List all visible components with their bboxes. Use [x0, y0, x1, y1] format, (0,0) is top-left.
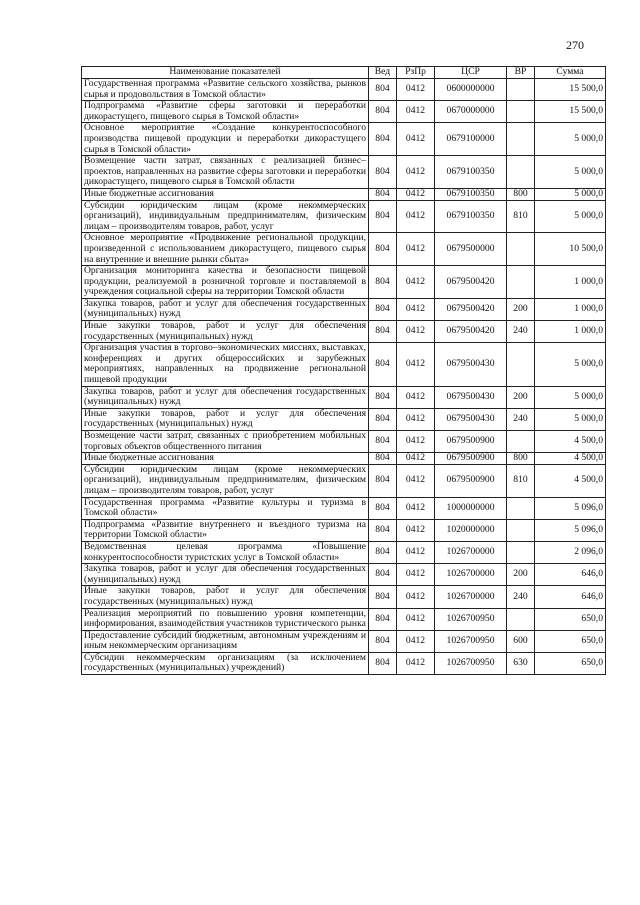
- table-header: [82, 67, 606, 79]
- row-csr-cell: 0679500000: [435, 233, 507, 266]
- row-ved-cell: 804: [369, 233, 397, 266]
- row-vr-cell: [507, 266, 535, 299]
- header-ved: Вед: [369, 67, 397, 79]
- row-name-cell: Закупка товаров, работ и услуг для обеспечения государственных (муниципальных) нужд: [82, 298, 369, 320]
- table-row: [82, 321, 606, 343]
- table-row: [82, 123, 606, 156]
- row-rzpr-cell: 0412: [397, 608, 435, 630]
- row-rzpr-cell: 0412: [397, 652, 435, 674]
- row-sum-cell: 5 000,0: [535, 123, 606, 156]
- row-ved-cell: 804: [369, 298, 397, 320]
- table-row: [82, 453, 606, 465]
- row-sum-cell: 650,0: [535, 608, 606, 630]
- row-vr-cell: [507, 156, 535, 189]
- row-vr-cell: 630: [507, 652, 535, 674]
- table-row: [82, 630, 606, 652]
- row-ved-cell: 804: [369, 79, 397, 101]
- row-csr-cell: 0679100350: [435, 200, 507, 233]
- row-name-cell: Подпрограмма «Развитие внутреннего и въездного туризма на территории Томской области»: [82, 519, 369, 541]
- row-csr-cell: 0679500900: [435, 453, 507, 465]
- row-rzpr-cell: 0412: [397, 266, 435, 299]
- row-csr-cell: 0600000000: [435, 79, 507, 101]
- row-vr-cell: [507, 519, 535, 541]
- row-ved-cell: 804: [369, 652, 397, 674]
- row-sum-cell: 15 500,0: [535, 79, 606, 101]
- row-name-cell: Организация участия в торгово–экономических миссиях, выставках, конференциях и других общероссийских и зарубежных мероприятиях, направленных на продвижение региональной пищевой продукции: [82, 343, 369, 386]
- header-row: [82, 67, 606, 79]
- row-ved-cell: 804: [369, 188, 397, 200]
- row-vr-cell: 240: [507, 586, 535, 608]
- row-name-cell: Реализация мероприятий по повышению уровня компетенции, информирования, взаимодействия участников туристического рынка: [82, 608, 369, 630]
- header-vr: ВР: [507, 67, 535, 79]
- row-rzpr-cell: 0412: [397, 79, 435, 101]
- table-row: [82, 188, 606, 200]
- row-name-cell: Предоставление субсидий бюджетным, автономным учреждениям и иным некоммерческим организациям: [82, 630, 369, 652]
- row-name-cell: Возмещение части затрат, связанных с реализацией бизнес–проектов, направленных на развитие сферы заготовки и переработки дикорастущего, пищевого сырья в Томской области: [82, 156, 369, 189]
- row-name-cell: Ведомственная целевая программа «Повышение конкурентоспособности туристских услуг в Томской области»: [82, 541, 369, 563]
- row-rzpr-cell: 0412: [397, 586, 435, 608]
- row-csr-cell: 0670000000: [435, 101, 507, 123]
- row-rzpr-cell: 0412: [397, 156, 435, 189]
- row-sum-cell: 15 500,0: [535, 101, 606, 123]
- row-rzpr-cell: 0412: [397, 298, 435, 320]
- row-vr-cell: [507, 541, 535, 563]
- row-name-cell: Субсидии некоммерческим организациям (за исключением государственных (муниципальных) учреждений): [82, 652, 369, 674]
- table-row: [82, 266, 606, 299]
- row-ved-cell: 804: [369, 453, 397, 465]
- row-vr-cell: 200: [507, 298, 535, 320]
- row-sum-cell: 646,0: [535, 564, 606, 586]
- table-row: [82, 343, 606, 386]
- row-ved-cell: 804: [369, 464, 397, 497]
- row-csr-cell: 1000000000: [435, 497, 507, 519]
- row-ved-cell: 804: [369, 321, 397, 343]
- row-csr-cell: 0679500420: [435, 321, 507, 343]
- row-csr-cell: 1026700950: [435, 652, 507, 674]
- row-name-cell: Иные бюджетные ассигнования: [82, 453, 369, 465]
- row-name-cell: Государственная программа «Развитие культуры и туризма в Томской области»: [82, 497, 369, 519]
- row-sum-cell: 1 000,0: [535, 321, 606, 343]
- row-rzpr-cell: 0412: [397, 541, 435, 563]
- row-ved-cell: 804: [369, 408, 397, 430]
- row-name-cell: Основное мероприятие «Продвижение региональной продукции, произведенной с использованием дикорастущего, пищевого сырья на внутренние и внешние рынки сбыта»: [82, 233, 369, 266]
- row-csr-cell: 1026700950: [435, 608, 507, 630]
- row-sum-cell: 4 500,0: [535, 453, 606, 465]
- header-name: Наименование показателей: [82, 67, 369, 79]
- row-sum-cell: 650,0: [535, 630, 606, 652]
- table-row: [82, 431, 606, 453]
- row-sum-cell: 5 000,0: [535, 343, 606, 386]
- row-name-cell: Подпрограмма «Развитие сферы заготовки и переработки дикорастущего, пищевого сырья в Томской области»: [82, 101, 369, 123]
- page-number: 270: [566, 38, 584, 52]
- row-sum-cell: 4 500,0: [535, 464, 606, 497]
- row-csr-cell: 0679500430: [435, 386, 507, 408]
- table-row: [82, 541, 606, 563]
- row-name-cell: Иные закупки товаров, работ и услуг для обеспечения государственных (муниципальных) нужд: [82, 586, 369, 608]
- row-name-cell: Иные закупки товаров, работ и услуг для обеспечения государственных (муниципальных) нужд: [82, 321, 369, 343]
- row-rzpr-cell: 0412: [397, 343, 435, 386]
- row-vr-cell: 810: [507, 200, 535, 233]
- row-name-cell: Иные закупки товаров, работ и услуг для обеспечения государственных (муниципальных) нужд: [82, 408, 369, 430]
- row-ved-cell: 804: [369, 519, 397, 541]
- row-csr-cell: 0679500420: [435, 266, 507, 299]
- row-rzpr-cell: 0412: [397, 564, 435, 586]
- row-csr-cell: 0679500900: [435, 431, 507, 453]
- row-vr-cell: [507, 343, 535, 386]
- table-row: [82, 233, 606, 266]
- row-ved-cell: 804: [369, 608, 397, 630]
- row-sum-cell: 5 096,0: [535, 519, 606, 541]
- row-csr-cell: 0679500430: [435, 408, 507, 430]
- row-sum-cell: 4 500,0: [535, 431, 606, 453]
- row-csr-cell: 1026700000: [435, 586, 507, 608]
- row-sum-cell: 5 000,0: [535, 156, 606, 189]
- row-rzpr-cell: 0412: [397, 200, 435, 233]
- row-rzpr-cell: 0412: [397, 386, 435, 408]
- row-rzpr-cell: 0412: [397, 188, 435, 200]
- row-ved-cell: 804: [369, 101, 397, 123]
- row-sum-cell: 5 096,0: [535, 497, 606, 519]
- table-row: [82, 519, 606, 541]
- row-ved-cell: 804: [369, 386, 397, 408]
- row-name-cell: Возмещение части затрат, связанных с приобретением мобильных торговых объектов общественного питания: [82, 431, 369, 453]
- row-sum-cell: 1 000,0: [535, 266, 606, 299]
- row-ved-cell: 804: [369, 156, 397, 189]
- row-ved-cell: 804: [369, 266, 397, 299]
- row-vr-cell: [507, 233, 535, 266]
- row-sum-cell: 650,0: [535, 652, 606, 674]
- table-row: [82, 298, 606, 320]
- table-row: [82, 408, 606, 430]
- row-name-cell: Закупка товаров, работ и услуг для обеспечения государственных (муниципальных) нужд: [82, 564, 369, 586]
- table-body: [82, 79, 606, 675]
- row-sum-cell: 10 500,0: [535, 233, 606, 266]
- table-row: [82, 564, 606, 586]
- row-rzpr-cell: 0412: [397, 453, 435, 465]
- row-vr-cell: 600: [507, 630, 535, 652]
- row-vr-cell: 810: [507, 464, 535, 497]
- row-ved-cell: 804: [369, 123, 397, 156]
- row-ved-cell: 804: [369, 497, 397, 519]
- row-csr-cell: 1026700950: [435, 630, 507, 652]
- row-vr-cell: 800: [507, 188, 535, 200]
- row-ved-cell: 804: [369, 343, 397, 386]
- budget-table: [81, 66, 606, 675]
- row-vr-cell: [507, 431, 535, 453]
- table-row: [82, 586, 606, 608]
- table-row: [82, 386, 606, 408]
- row-rzpr-cell: 0412: [397, 630, 435, 652]
- row-vr-cell: 240: [507, 408, 535, 430]
- row-ved-cell: 804: [369, 431, 397, 453]
- table-row: [82, 652, 606, 674]
- row-ved-cell: 804: [369, 564, 397, 586]
- row-csr-cell: 1020000000: [435, 519, 507, 541]
- row-csr-cell: 0679100000: [435, 123, 507, 156]
- row-rzpr-cell: 0412: [397, 519, 435, 541]
- table-row: [82, 464, 606, 497]
- table-row: [82, 79, 606, 101]
- row-rzpr-cell: 0412: [397, 233, 435, 266]
- row-vr-cell: [507, 497, 535, 519]
- row-csr-cell: 0679500430: [435, 343, 507, 386]
- row-ved-cell: 804: [369, 200, 397, 233]
- header-rzpr: РзПр: [397, 67, 435, 79]
- row-sum-cell: 5 000,0: [535, 200, 606, 233]
- header-csr: ЦСР: [435, 67, 507, 79]
- table-row: [82, 608, 606, 630]
- row-csr-cell: 0679500900: [435, 464, 507, 497]
- row-name-cell: Государственная программа «Развитие сельского хозяйства, рынков сырья и продовольствия в Томской области»: [82, 79, 369, 101]
- row-rzpr-cell: 0412: [397, 321, 435, 343]
- row-sum-cell: 5 000,0: [535, 386, 606, 408]
- row-sum-cell: 5 000,0: [535, 188, 606, 200]
- row-csr-cell: 0679500420: [435, 298, 507, 320]
- row-csr-cell: 1026700000: [435, 541, 507, 563]
- row-vr-cell: [507, 101, 535, 123]
- table-row: [82, 156, 606, 189]
- row-name-cell: Основное мероприятие «Создание конкурентоспособного производства пищевой продукции и переработки дикорастущего сырья в Томской области»: [82, 123, 369, 156]
- row-sum-cell: 5 000,0: [535, 408, 606, 430]
- row-sum-cell: 2 096,0: [535, 541, 606, 563]
- table-row: [82, 101, 606, 123]
- row-rzpr-cell: 0412: [397, 123, 435, 156]
- row-vr-cell: 200: [507, 386, 535, 408]
- row-rzpr-cell: 0412: [397, 101, 435, 123]
- row-rzpr-cell: 0412: [397, 431, 435, 453]
- row-rzpr-cell: 0412: [397, 408, 435, 430]
- row-csr-cell: 0679100350: [435, 156, 507, 189]
- row-name-cell: Организация мониторинга качества и безопасности пищевой продукции, реализуемой в розничной торговле и поставляемой в учреждения социальной сферы на территории Томской области: [82, 266, 369, 299]
- row-name-cell: Закупка товаров, работ и услуг для обеспечения государственных (муниципальных) нужд: [82, 386, 369, 408]
- row-vr-cell: 200: [507, 564, 535, 586]
- row-rzpr-cell: 0412: [397, 464, 435, 497]
- table-row: [82, 497, 606, 519]
- row-vr-cell: [507, 79, 535, 101]
- row-name-cell: Иные бюджетные ассигнования: [82, 188, 369, 200]
- row-ved-cell: 804: [369, 541, 397, 563]
- row-csr-cell: 0679100350: [435, 188, 507, 200]
- row-vr-cell: [507, 123, 535, 156]
- row-vr-cell: [507, 608, 535, 630]
- row-vr-cell: 240: [507, 321, 535, 343]
- row-ved-cell: 804: [369, 586, 397, 608]
- table-row: [82, 200, 606, 233]
- row-sum-cell: 1 000,0: [535, 298, 606, 320]
- row-vr-cell: 800: [507, 453, 535, 465]
- row-name-cell: Субсидии юридическим лицам (кроме некоммерческих организаций), индивидуальным предпринимателям, физическим лицам – производителям товаров, работ, услуг: [82, 200, 369, 233]
- row-sum-cell: 646,0: [535, 586, 606, 608]
- header-sum: Сумма: [535, 67, 606, 79]
- row-csr-cell: 1026700000: [435, 564, 507, 586]
- row-name-cell: Субсидии юридическим лицам (кроме некоммерческих организаций), индивидуальным предпринимателям, физическим лицам – производителям товаров, работ, услуг: [82, 464, 369, 497]
- row-ved-cell: 804: [369, 630, 397, 652]
- row-rzpr-cell: 0412: [397, 497, 435, 519]
